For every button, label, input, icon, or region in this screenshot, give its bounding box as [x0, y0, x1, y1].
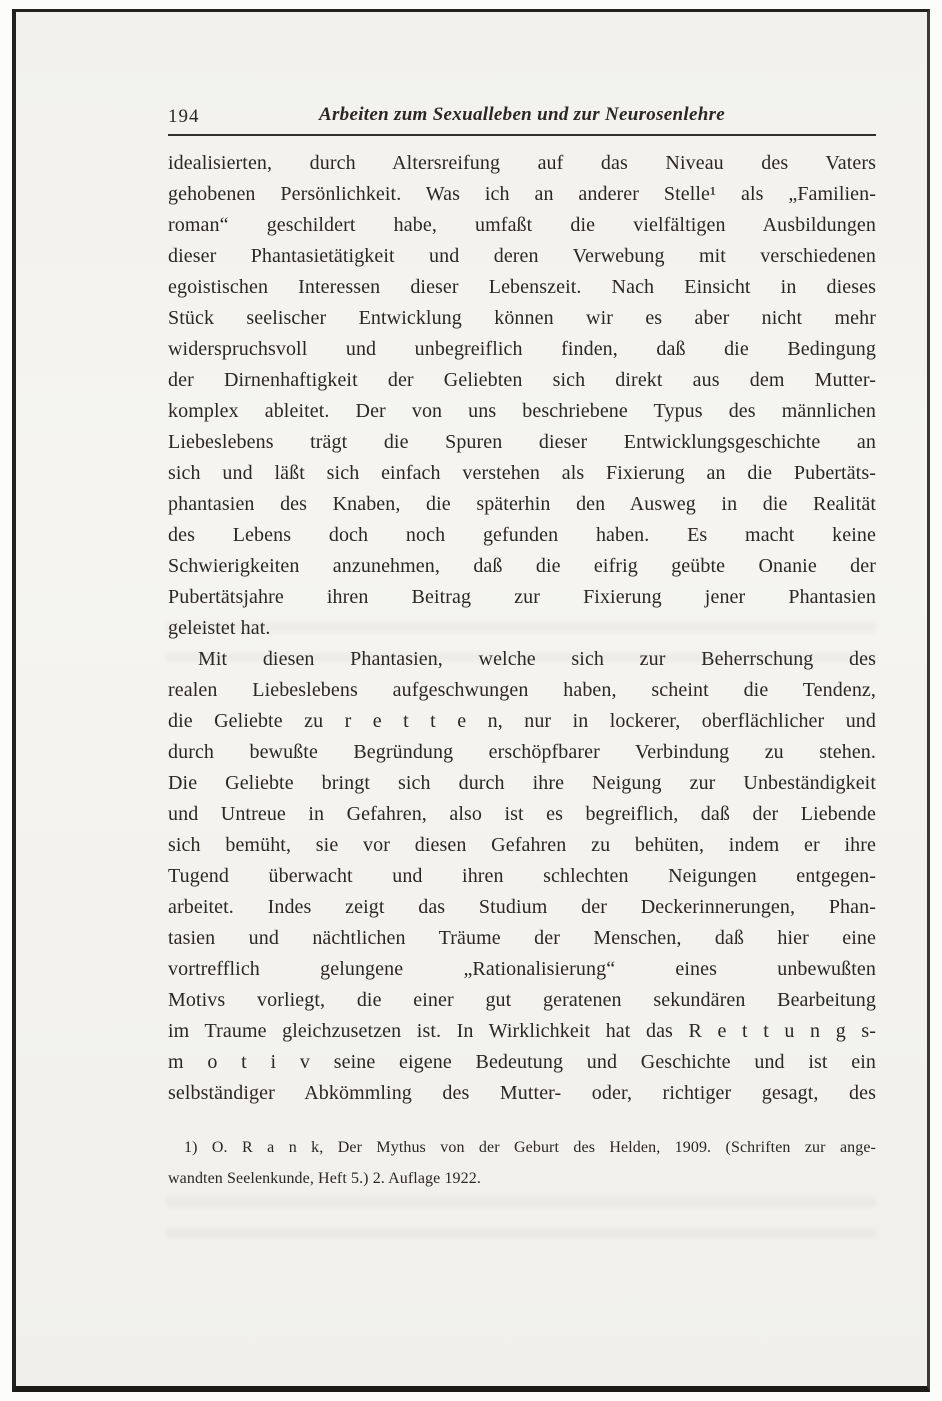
text-line: widerspruchsvoll und unbegreiflich finden, daß die Bedingung: [168, 338, 876, 360]
text-line: sich und läßt sich einfach verstehen als Fixierung an die Pubertäts-: [168, 462, 876, 484]
text-line: m o t i v seine eigene Bedeutung und Geschichte und ist ein: [168, 1051, 876, 1073]
text-line: tasien und nächtlichen Träume der Menschen, daß hier eine: [168, 927, 876, 949]
body-text: [168, 148, 876, 1109]
text-line: Stück seelischer Entwicklung können wir es aber nicht mehr: [168, 307, 876, 329]
header-rule: [168, 134, 876, 136]
text-column: [168, 104, 876, 1197]
text-line: Pubertätsjahre ihren Beitrag zur Fixierung jener Phantasien: [168, 586, 876, 608]
text-line: des Lebens doch noch gefunden haben. Es macht keine: [168, 524, 876, 546]
paragraph: [168, 644, 876, 1109]
text-line: Mit diesen Phantasien, welche sich zur Beherrschung des: [198, 648, 876, 670]
text-line: Motivs vorliegt, die einer gut geratenen sekundären Bearbeitung: [168, 989, 876, 1011]
text-line: 1) O. R a n k, Der Mythus von der Geburt des Helden, 1909. (Schriften zur ange-: [184, 1139, 876, 1156]
text-line: Tugend überwacht und ihren schlechten Neigungen entgegen-: [168, 865, 876, 887]
text-line: Die Geliebte bringt sich durch ihre Neigung zur Unbeständigkeit: [168, 772, 876, 794]
text-line: die Geliebte zu r e t t e n, nur in lockerer, oberflächlicher und: [168, 710, 876, 732]
text-line: phantasien des Knaben, die späterhin den Ausweg in die Realität: [168, 493, 876, 515]
text-line: Liebeslebens trägt die Spuren dieser Entwicklungsgeschichte an: [168, 431, 876, 453]
footnote: [168, 1135, 876, 1197]
text-line: und Untreue in Gefahren, also ist es begreiflich, daß der Liebende: [168, 803, 876, 825]
text-line: komplex ableitet. Der von uns beschriebene Typus des männlichen: [168, 400, 876, 422]
text-line: arbeitet. Indes zeigt das Studium der Deckerinnerungen, Phan-: [168, 896, 876, 918]
bleedthrough-artifact: [166, 1197, 876, 1257]
text-line: realen Liebeslebens aufgeschwungen haben, scheint die Tendenz,: [168, 679, 876, 701]
text-line: durch bewußte Begründung erschöpfbarer Verbindung zu stehen.: [168, 741, 876, 763]
text-line: egoistischen Interessen dieser Lebenszeit. Nach Einsicht in dieses: [168, 276, 876, 298]
text-line: roman“ geschildert habe, umfaßt die vielfältigen Ausbildungen: [168, 214, 876, 236]
text-line: idealisierten, durch Altersreifung auf das Niveau des Vaters: [168, 152, 876, 174]
running-title: Arbeiten zum Sexualleben und zur Neurosenlehre: [318, 104, 726, 125]
text-line: der Dirnenhaftigkeit der Geliebten sich direkt aus dem Mutter-: [168, 369, 876, 391]
text-line: geleistet hat.: [168, 617, 271, 639]
paragraph: [168, 148, 876, 644]
text-line: Schwierigkeiten anzunehmen, daß die eifrig geübte Onanie der: [168, 555, 876, 577]
page-header: [168, 104, 876, 130]
text-line: selbständiger Abkömmling des Mutter- oder, richtiger gesagt, des: [168, 1082, 876, 1104]
text-line: sich bemüht, sie vor diesen Gefahren zu behüten, indem er ihre: [168, 834, 876, 856]
text-line: wandten Seelenkunde, Heft 5.) 2. Auflage 1922.: [168, 1170, 481, 1187]
page-scan-area: [12, 9, 930, 1392]
text-line: im Traume gleichzusetzen ist. In Wirklichkeit hat das R e t t u n g s-: [168, 1020, 876, 1042]
text-line: gehobenen Persönlichkeit. Was ich an anderer Stelle¹ als „Familien-: [168, 183, 876, 205]
page-number: 194: [168, 106, 200, 127]
text-line: dieser Phantasietätigkeit und deren Verwebung mit verschiedenen: [168, 245, 876, 267]
text-line: vortrefflich gelungene „Rationalisierung“ eines unbewußten: [168, 958, 876, 980]
